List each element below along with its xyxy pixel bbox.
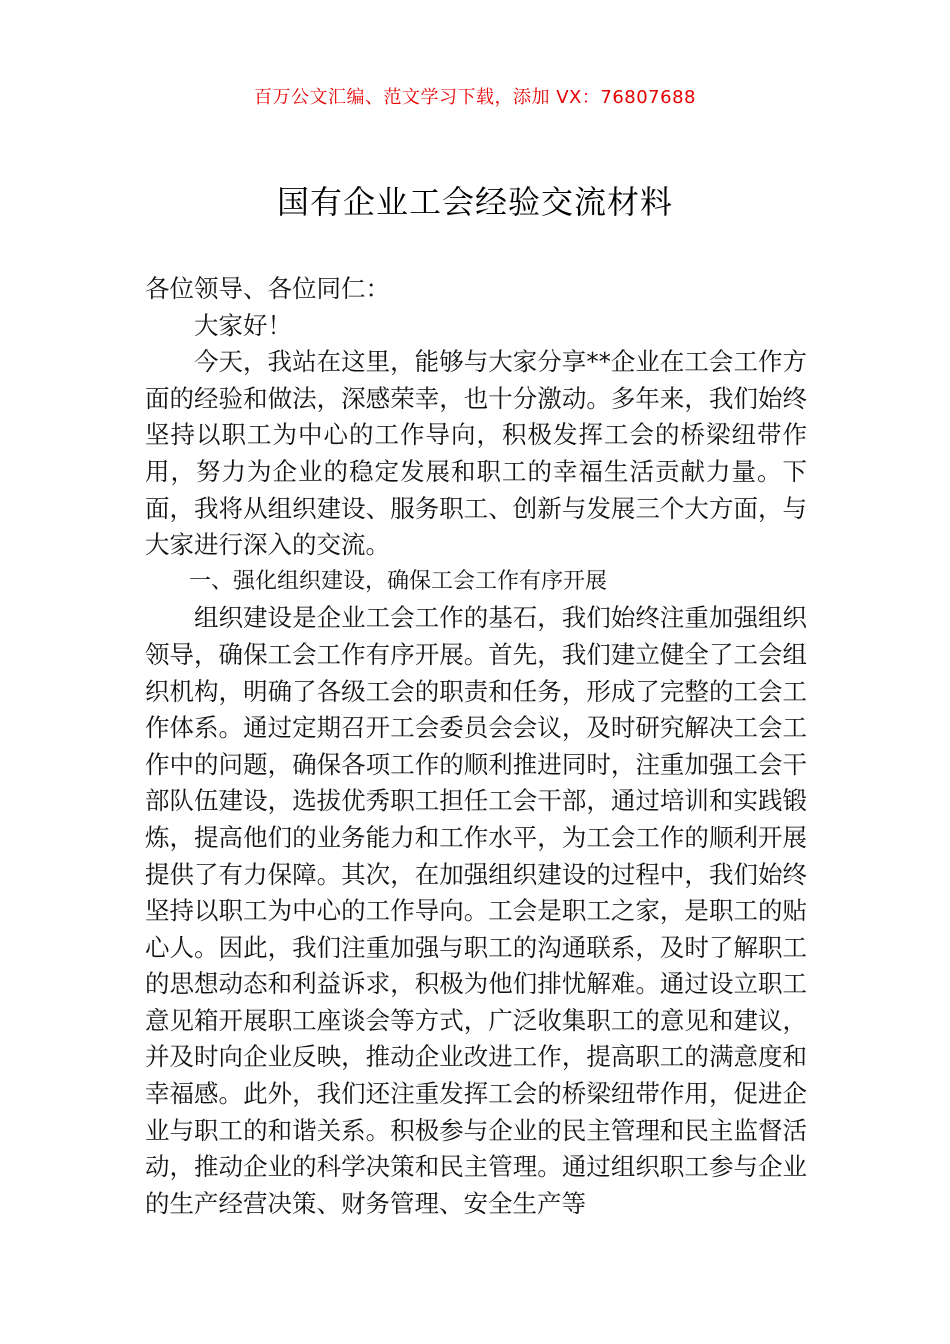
document-title: 国有企业工会经验交流材料 <box>276 183 673 221</box>
section-heading: 一、强化组织建设，确保工会工作有序开展 <box>189 568 608 594</box>
watermark-banner: 百万公文汇编、范文学习下载，添加 VX：76807688 <box>254 87 696 108</box>
document-body <box>145 271 807 1222</box>
greeting: 大家好！ <box>194 310 292 340</box>
intro-paragraph: 今天，我站在这里，能够与大家分享**企业在工会工作方面的经验和做法，深感荣幸，也十分激动。多年来，我们始终坚持以职工为中心的工作导向，积极发挥工会的桥梁纽带作用，努力为企业的稳定发展和职工的幸福生活贡献力量。下面，我将从组织建设、服务职工、创新与发展三个大方面，与大家进行深入的交流。 <box>145 347 807 560</box>
section-paragraph: 组织建设是企业工会工作的基石，我们始终注重加强组织领导，确保工会工作有序开展。首先，我们建立健全了工会组织机构，明确了各级工会的职责和任务，形成了完整的工会工作体系。通过定期召开工会委员会会议，及时研究解决工会工作中的问题，确保各项工作的顺利推进同时，注重加强工会干部队伍建设，选拔优秀职工担任工会干部，通过培训和实践锻炼，提高他们的业务能力和工作水平，为工会工作的顺利开展提供了有力保障。其次，在加强组织建设的过程中，我们始终坚持以职工为中心的工作导向。工会是职工之家，是职工的贴心人。因此，我们注重加强与职工的沟通联系，及时了解职工的思想动态和利益诉求，积极为他们排忧解难。通过设立职工意见箱开展职工座谈会等方式，广泛收集职工的意见和建议，并及时向企业反映，推动企业改进工作，提高职工的满意度和幸福感。此外，我们还注重发挥工会的桥梁纽带作用，促进企业与职工的和谐关系。积极参与企业的民主管理和民主监督活动，推动企业的科学决策和民主管理。通过组织职工参与企业的生产经营决策、财务管理、安全生产等 <box>145 603 807 1218</box>
salutation: 各位领导、各位同仁： <box>145 274 390 303</box>
